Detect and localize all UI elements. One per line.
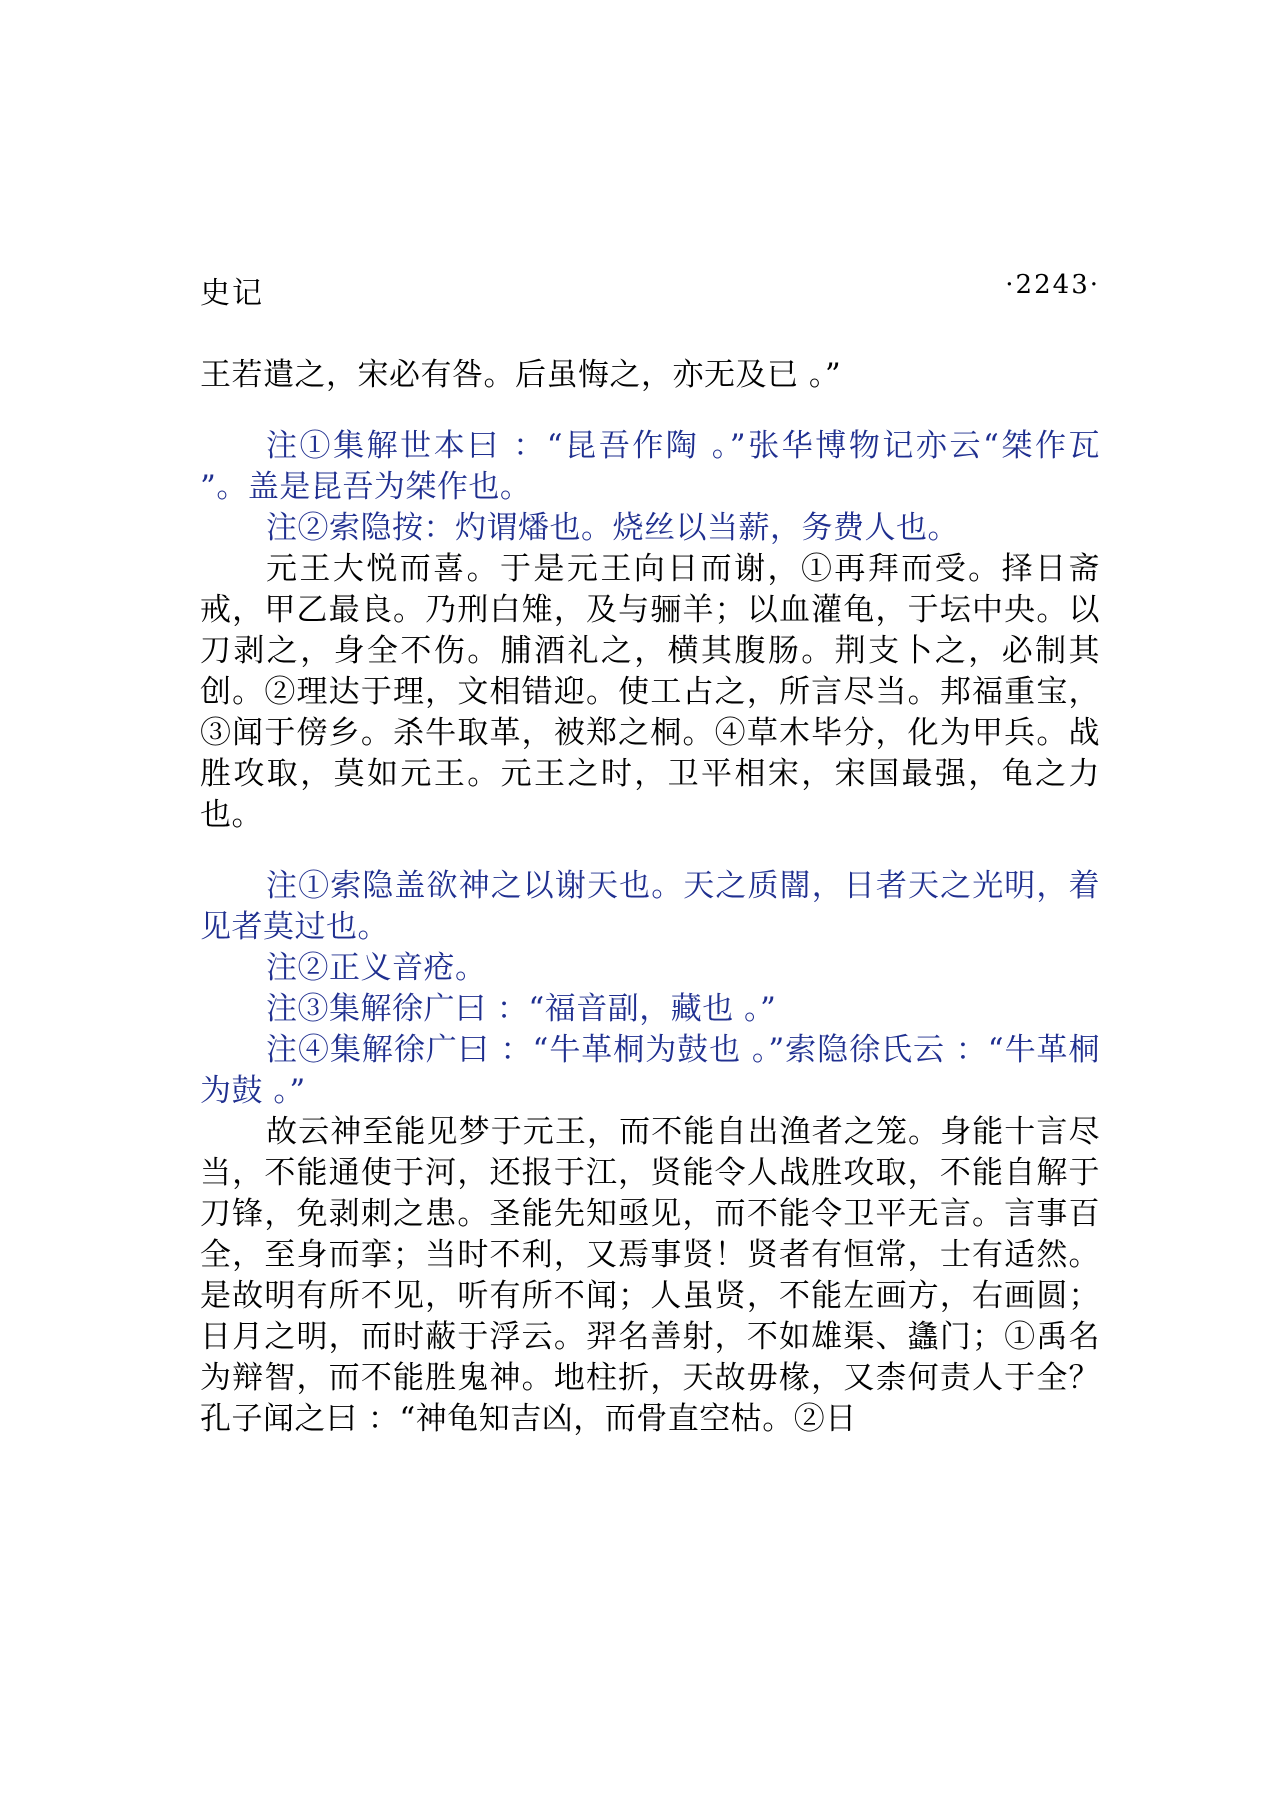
page-number: ·2243· [1005, 270, 1100, 300]
main-text-paragraph: 元王大悦而喜。于是元王向日而谢，①再拜而受。择日斋戒，甲乙最良。乃刑白雉，及与骊羊；以血灌龟，于坛中央。以刀剥之，身全不伤。脯酒礼之，横其腹肠。荆支卜之，必制其创。②理达于理，文相错迎。使工占之，所言尽当。邦福重宝，③闻于傍乡。杀牛取革，被郑之桐。④草木毕分，化为甲兵。战胜攻取，莫如元王。元王之时，卫平相宋，宋国最强，龟之力也。 [200, 551, 1100, 833]
main-text-paragraph: 王若遣之，宋必有咎。后虽悔之，亦无及已 。” [200, 357, 842, 393]
page-body [200, 355, 1100, 1440]
page-header [200, 268, 1100, 311]
paragraph-gap [200, 836, 1100, 866]
annotation-note: 注②正义音疮。 [266, 950, 487, 986]
annotation-note: 注②索隐按：灼谓燔也。烧丝以当薪，务费人也。 [266, 510, 959, 546]
book-title: 史记 [200, 276, 264, 311]
paragraph-gap [200, 396, 1100, 426]
annotation-note: 注③集解徐广曰 ：“福音副，藏也 。” [266, 991, 777, 1027]
annotation-note: 注①集解世本曰 ：“昆吾作陶 。”张华博物记亦云“桀作瓦 ”。盖是昆吾为桀作也。 [200, 428, 1100, 505]
main-text-paragraph: 故云神至能见梦于元王，而不能自出渔者之笼。身能十言尽当，不能通使于河，还报于江，贤能令人战胜攻取，不能自解于刀锋，免剥刺之患。圣能先知亟见，而不能令卫平无言。言事百全，至身而挛；当时不利，又焉事贤！贤者有恒常，士有适然。是故明有所不见，听有所不闻；人虽贤，不能左画方，右画圆；日月之明，而时蔽于浮云。羿名善射，不如雄渠、蠭门；①禹名为辩智，而不能胜鬼神。地柱折，天故毋椽，又柰何责人于全？孔子闻之曰 ：“神龟知吉凶，而骨直空枯。②日 [200, 1114, 1100, 1437]
annotation-note: 注④集解徐广曰 ：“牛革桐为鼓也 。”索隐徐氏云 ：“牛革桐为鼓 。” [200, 1032, 1100, 1109]
annotation-note: 注①索隐盖欲神之以谢天也。天之质闇，日者天之光明，着见者莫过也。 [200, 868, 1100, 945]
